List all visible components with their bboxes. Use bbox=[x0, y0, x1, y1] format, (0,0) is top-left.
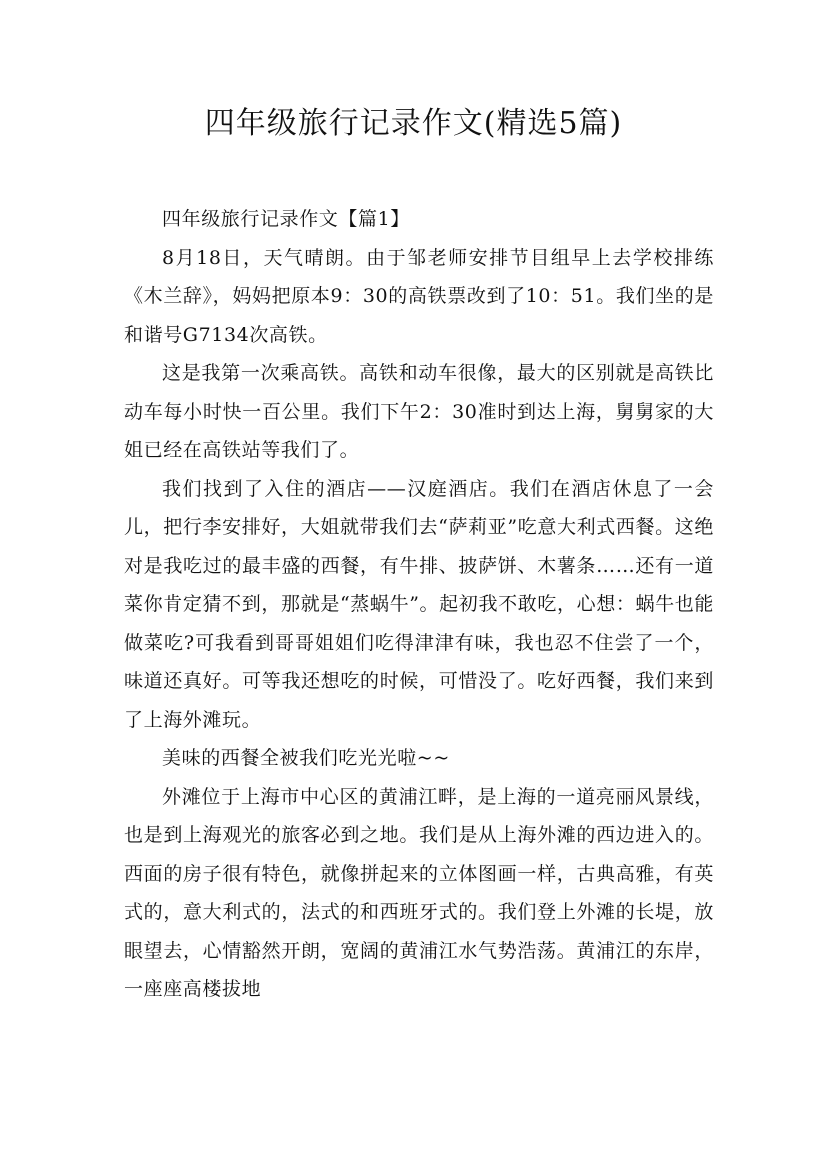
section-heading: 四年级旅行记录作文【篇1】 bbox=[162, 208, 410, 230]
paragraph-3: 我们找到了入住的酒店——汉庭酒店。我们在酒店休息了一会儿，把行李安排好，大姐就带我们去“萨莉亚”吃意大利式西餐。这绝对是我吃过的最丰盛的西餐，有牛排、披萨饼、木薯条……还有一道菜你肯定猜不到，那就是“蒸蜗牛”。起初我不敢吃，心想：蜗牛也能做菜吃?可我看到哥哥姐姐们吃得津津有味，我也忍不住尝了一个，味道还真好。可等我还想吃的时候，可惜没了。吃好西餐，我们来到了上海外滩玩。 bbox=[124, 477, 714, 731]
paragraph-1: 8月18日，天气晴朗。由于邹老师安排节目组早上去学校排练《木兰辞》，妈妈把原本9：30的高铁票改到了10：51。我们坐的是和谐号G7134次高铁。 bbox=[124, 246, 714, 346]
paragraph-2: 这是我第一次乘高铁。高铁和动车很像，最大的区别就是高铁比动车每小时快一百公里。我们下午2：30准时到达上海，舅舅家的大姐已经在高铁站等我们了。 bbox=[124, 362, 714, 461]
paragraph-4: 美味的西餐全被我们吃光光啦~~ bbox=[162, 747, 450, 769]
document-body bbox=[124, 200, 714, 1009]
paragraph-5: 外滩位于上海市中心区的黄浦江畔，是上海的一道亮丽风景线，也是到上海观光的旅客必到之地。我们是从上海外滩的西边进入的。西面的房子很有特色，就像拼起来的立体图画一样，古典高雅，有英式的，意大利式的，法式的和西班牙式的。我们登上外滩的长堤，放眼望去，心情豁然开朗，宽阔的黄浦江水气势浩荡。黄浦江的东岸，一座座高楼拔地 bbox=[124, 785, 714, 1000]
document-title: 四年级旅行记录作文(精选5篇) bbox=[204, 106, 623, 141]
